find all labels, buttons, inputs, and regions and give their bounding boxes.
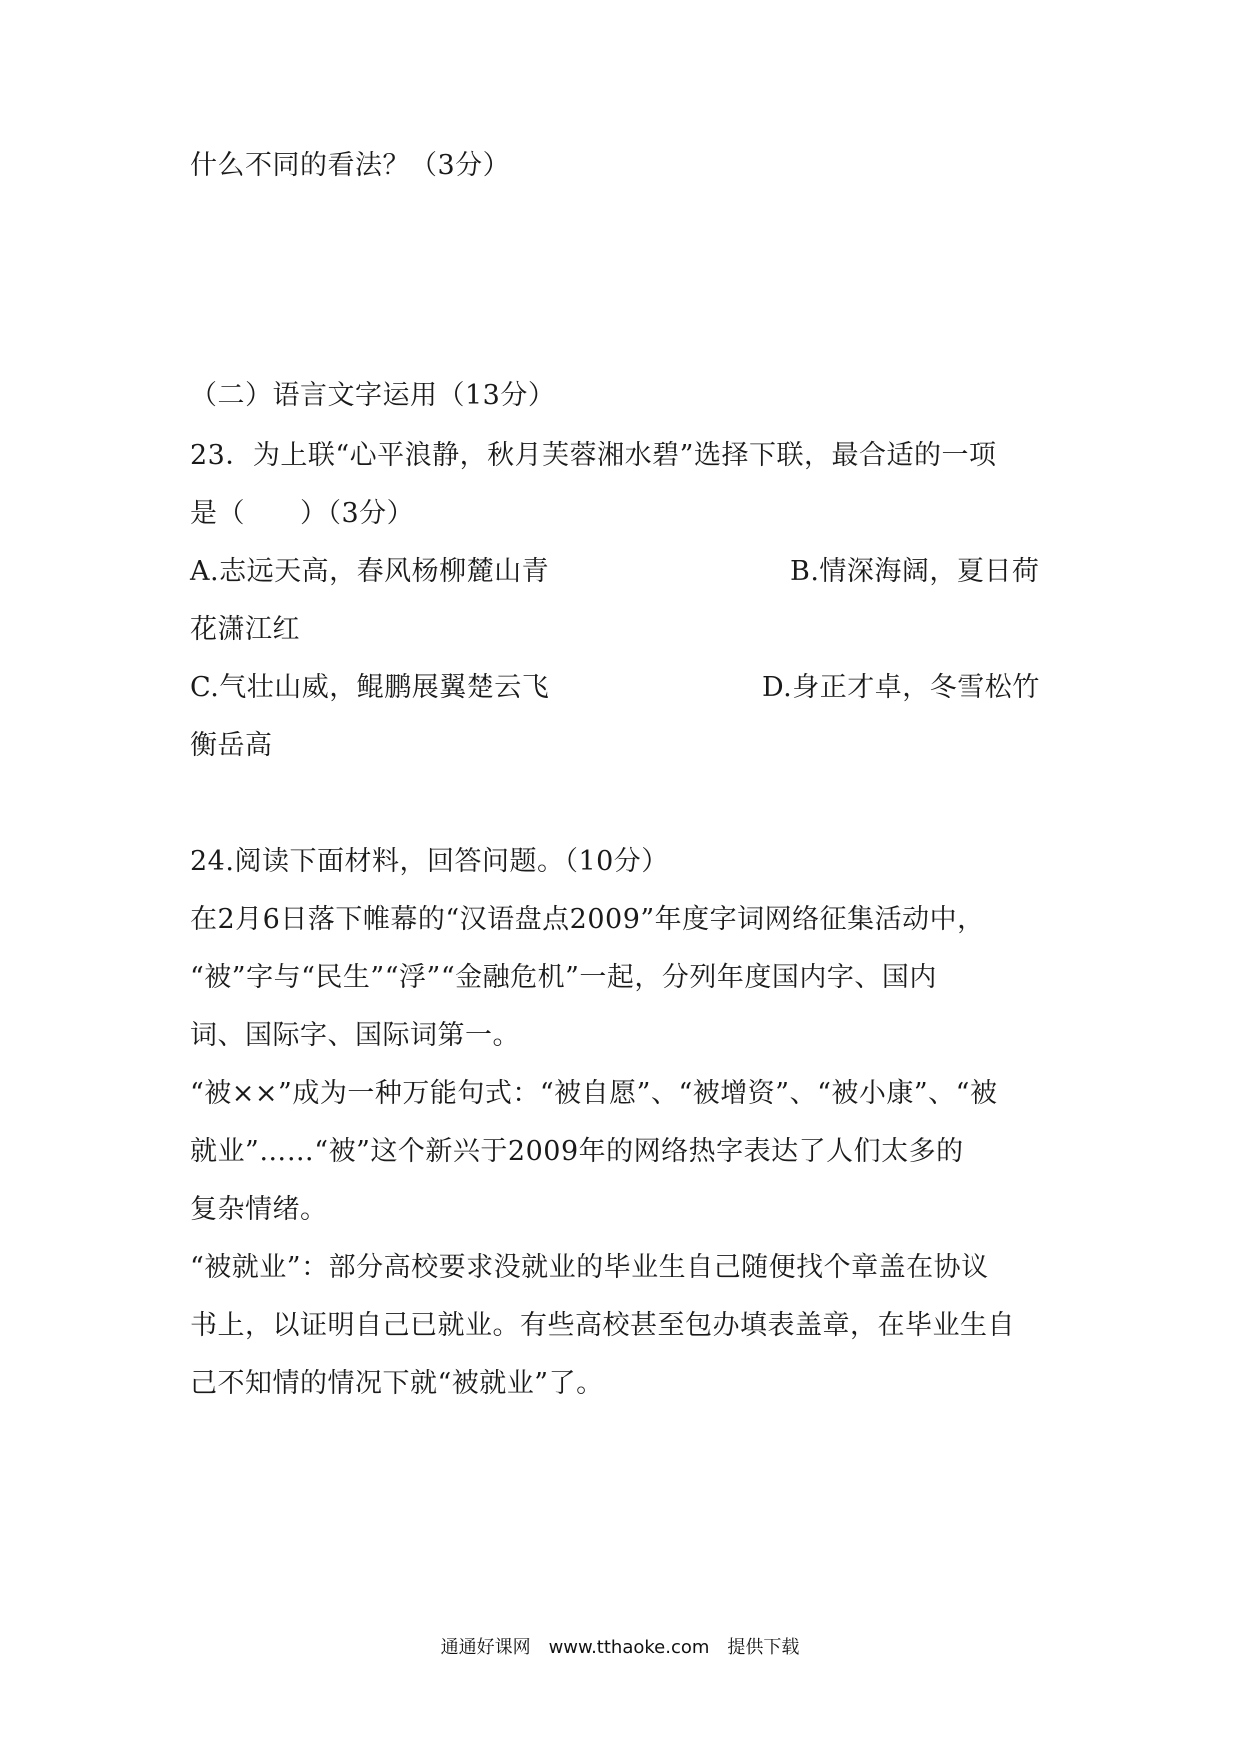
q23-option-d: D.身正才卓，冬雪松竹	[762, 672, 1040, 703]
paragraph-line: 己不知情的情况下就“被就业”了。	[190, 1368, 604, 1399]
q24-stem: 24.阅读下面材料，回答问题。（10分）	[190, 846, 669, 877]
paragraph-line: “被××”成为一种万能句式：“被自愿”、“被增资”、“被小康”、“被	[190, 1078, 998, 1109]
paragraph-line: 词、国际字、国际词第一。	[190, 1020, 520, 1051]
previous-question-continuation: 什么不同的看法？（3分）	[190, 150, 511, 181]
q23-stem-line-2: 是（ ）（3分）	[190, 498, 415, 529]
paragraph-line: “被”字与“民生”“浮”“金融危机”一起，分列年度国内字、国内	[190, 962, 937, 993]
paragraph-line: 复杂情绪。	[190, 1194, 328, 1225]
section-heading: （二）语言文字运用（13分）	[190, 380, 556, 411]
paragraph-line: 在2月6日落下帷幕的“汉语盘点2009”年度字词网络征集活动中，	[190, 904, 985, 935]
paragraph-line: 书上，以证明自己已就业。有些高校甚至包办填表盖章，在毕业生自	[190, 1310, 1015, 1341]
paragraph-line: “被就业”：部分高校要求没就业的毕业生自己随便找个章盖在协议	[190, 1252, 989, 1283]
q23-stem-line-1: 23．为上联“心平浪静，秋月芙蓉湘水碧”选择下联，最合适的一项	[190, 440, 997, 471]
q23-option-b: B.情深海阔，夏日荷	[790, 556, 1040, 587]
q23-option-a: A.志远天高，春风杨柳麓山青	[190, 556, 550, 587]
q23-option-c: C.气壮山威，鲲鹏展翼楚云飞	[190, 672, 550, 703]
page-footer: 通通好课网 www.tthaoke.com 提供下载	[440, 1637, 800, 1658]
q23-option-d-wrap: 衡岳高	[190, 730, 273, 761]
q23-option-b-wrap: 花潇江红	[190, 614, 300, 645]
paragraph-line: 就业”……“被”这个新兴于2009年的网络热字表达了人们太多的	[190, 1136, 964, 1167]
